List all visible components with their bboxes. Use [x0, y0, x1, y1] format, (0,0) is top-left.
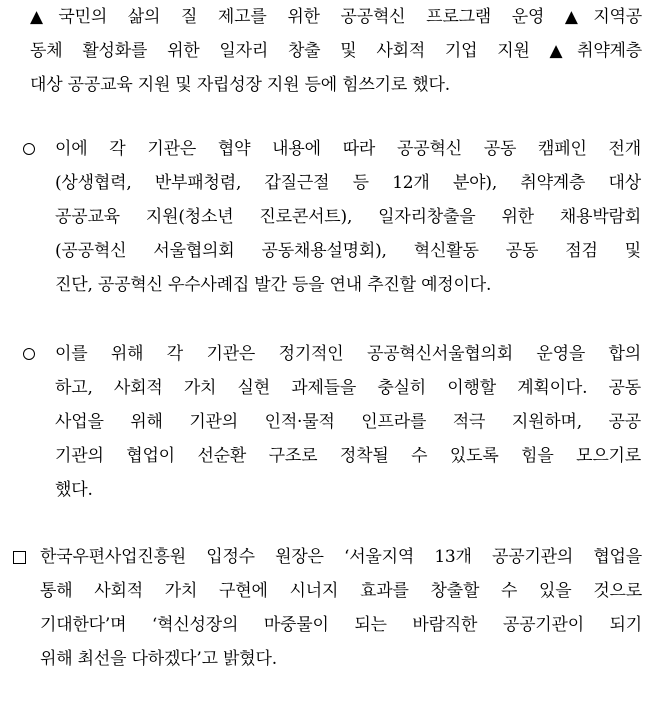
paragraph-3: [55, 337, 641, 507]
paragraph-3-line-2: 하고, 사회적 가치 실현 과제들을 충실히 이행할 계획이다. 공동: [55, 378, 641, 398]
paragraph-2-line-3: 공공교육 지원(청소년 진로콘서트), 일자리창출을 위한 채용박람회: [55, 207, 641, 227]
paragraph-4-line-3: 기대한다’며 ‘혁신성장의 마중물이 되는 바람직한 공공기관이 되기: [40, 615, 642, 635]
paragraph-4-line-1: 한국우편사업진흥원 입정수 원장은 ‘서울지역 13개 공공기관의 협업을: [40, 547, 642, 567]
paragraph-4: [40, 540, 642, 676]
paragraph-3-line-5: 했다.: [55, 480, 93, 500]
paragraph-3-line-4: 기관의 협업이 선순환 구조로 정착될 수 있도록 힘을 모으기로: [55, 446, 641, 466]
paragraph-1-line-3: 대상 공공교육 지원 및 자립성장 지원 등에 힘쓰기로 했다.: [30, 75, 450, 95]
paragraph-4-line-2: 통해 사회적 가치 구현에 시너지 효과를 창출할 수 있을 것으로: [40, 581, 642, 601]
paragraph-4-line-4: 위해 최선을 다하겠다’고 밝혔다.: [40, 649, 277, 669]
paragraph-2-line-1: 이에 각 기관은 협약 내용에 따라 공공혁신 공동 캠페인 전개: [55, 139, 641, 159]
paragraph-3-line-3: 사업을 위해 기관의 인적·물적 인프라를 적극 지원하며, 공공: [55, 412, 641, 432]
paragraph-2-line-2: (상생협력, 반부패청렴, 갑질근절 등 12개 분야), 취약계층 대상: [55, 173, 641, 193]
paragraph-1: [30, 0, 642, 102]
paragraph-1-line-2: 동체 활성화를 위한 일자리 창출 및 사회적 기업 지원 ▲취약계층: [30, 41, 642, 61]
hollow-circle-bullet-icon: [23, 132, 35, 167]
paragraph-2-line-4: (공공혁신 서울협의회 공동채용설명회), 혁신활동 공동 점검 및: [55, 241, 641, 261]
paragraph-2: [55, 132, 641, 302]
hollow-square-bullet-icon: [13, 540, 26, 576]
paragraph-1-line-1: ▲국민의 삶의 질 제고를 위한 공공혁신 프로그램 운영 ▲지역공: [30, 7, 642, 27]
paragraph-3-line-1: 이를 위해 각 기관은 정기적인 공공혁신서울협의회 운영을 합의: [55, 344, 641, 364]
paragraph-2-line-5: 진단, 공공혁신 우수사례집 발간 등을 연내 추진할 예정이다.: [55, 275, 492, 295]
hollow-circle-bullet-icon: [23, 337, 35, 372]
